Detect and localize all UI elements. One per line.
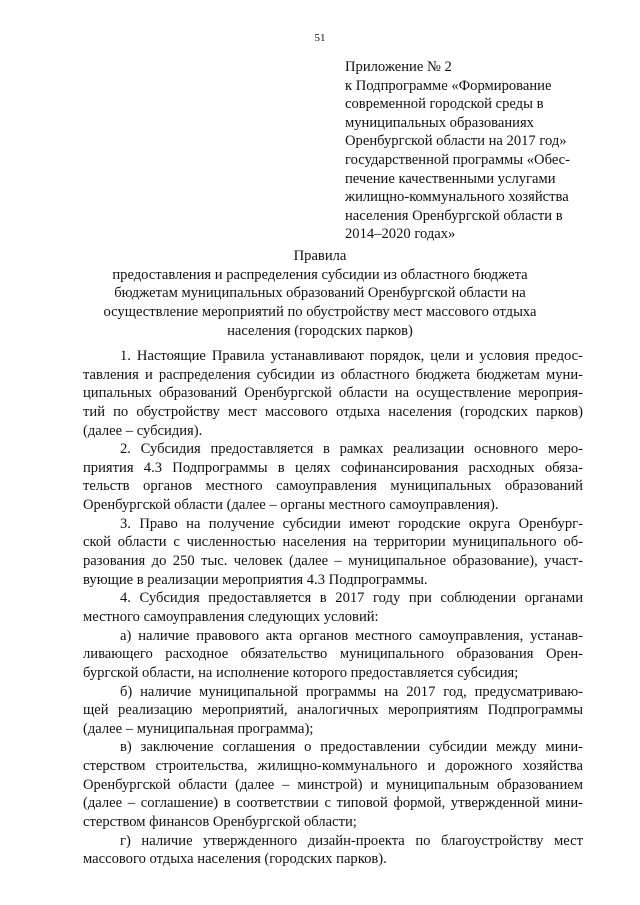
paragraph-line: ской области с численностью населения на территории муниципального об- — [83, 534, 583, 551]
paragraph-line: тий по обустройству мест массового отдыха населения (городских парков) — [83, 403, 583, 420]
paragraph — [83, 738, 583, 831]
paragraph-line: Оренбургской области (далее – органы местного самоуправления). — [83, 497, 499, 514]
paragraph — [83, 440, 583, 515]
paragraph-line: разования до 250 тыс. человек (далее – муниципальное образование), участ- — [83, 553, 583, 570]
appendix-line: государственной программы «Обес- — [345, 151, 570, 168]
paragraph-line: бургской области, на исполнение которого предоставляется субсидия; — [83, 664, 519, 681]
appendix-line: населения Оренбургской области в — [345, 207, 563, 224]
appendix-line: печение качественными услугами — [345, 170, 556, 187]
paragraph-line: тавления и распределения субсидии из областного бюджета бюджетам муни- — [83, 366, 583, 383]
paragraph — [83, 515, 583, 590]
appendix-line: Приложение № 2 — [345, 59, 452, 75]
title-line: бюджетам муниципальных образований Оренбургской области на — [114, 285, 526, 302]
paragraph-line: (далее – субсидия). — [83, 422, 203, 439]
paragraph — [83, 589, 583, 626]
page-number: 51 — [314, 32, 326, 44]
paragraph-line: 4. Субсидия предоставляется в 2017 году при соблюдении органами — [120, 590, 583, 607]
title-line: осуществление мероприятий по обустройству мест массового отдыха — [103, 304, 537, 321]
paragraph-line: ципальных образований Оренбургской области на осуществление мероприя- — [83, 385, 583, 402]
document-title — [0, 247, 640, 341]
document-body — [83, 347, 583, 869]
paragraph-line: приятия 4.3 Подпрограммы в целях софинансирования расходных обяза- — [83, 459, 583, 476]
paragraph — [83, 832, 583, 869]
paragraph — [83, 627, 583, 683]
paragraph-line: массового отдыха населения (городских парков). — [83, 851, 387, 868]
paragraph-line: (далее – соглашение) в соответствии с типовой формой, утвержденной мини- — [83, 795, 583, 812]
appendix-line: муниципальных образованиях — [345, 114, 534, 131]
paragraph-line: г) наличие утвержденного дизайн-проекта по благоустройству мест — [120, 832, 583, 849]
title-heading: Правила — [293, 248, 347, 264]
title-line: предоставления и распределения субсидии из областного бюджета — [112, 266, 528, 283]
paragraph-line: б) наличие муниципальной программы на 2017 год, предусматриваю- — [120, 683, 583, 700]
paragraph-line: а) наличие правового акта органов местного самоуправления, устанав- — [120, 627, 583, 644]
paragraph-line: в) заключение соглашения о предоставлении субсидии между мини- — [120, 739, 583, 756]
appendix-header — [345, 58, 625, 244]
paragraph-line: 3. Право на получение субсидии имеют городские округа Оренбург- — [120, 515, 583, 532]
paragraph-line: стерством финансов Оренбургской области; — [83, 814, 357, 831]
paragraph-line: ливающего расходное обязательство муниципального образования Орен- — [83, 646, 583, 663]
appendix-line: Оренбургской области на 2017 год» — [345, 133, 567, 150]
paragraph-line: щей реализацию мероприятий, аналогичных мероприятиям Подпрограммы — [83, 702, 583, 719]
paragraph — [83, 683, 583, 739]
paragraph-line: тельств органов местного самоуправления муниципальных образований — [83, 478, 583, 495]
title-line: населения (городских парков) — [227, 322, 413, 339]
paragraph-line: местного самоуправления следующих условий: — [83, 608, 379, 625]
paragraph-line: (далее – муниципальная программа); — [83, 720, 314, 737]
appendix-line: 2014–2020 годах» — [345, 226, 456, 243]
appendix-line: жилищно-коммунального хозяйства — [345, 189, 569, 206]
paragraph — [83, 347, 583, 440]
paragraph-line: 1. Настоящие Правила устанавливают порядок, цели и условия предос- — [120, 348, 583, 364]
appendix-line: современной городской среды в — [345, 96, 544, 113]
paragraph-line: Оренбургской области (далее – минстрой) и муниципальным образованием — [83, 776, 583, 793]
paragraph-line: 2. Субсидия предоставляется в рамках реализации основного меро- — [120, 441, 583, 458]
paragraph-line: стерством строительства, жилищно-коммунального и дорожного хозяйства — [83, 758, 583, 775]
appendix-line: к Подпрограмме «Формирование — [345, 77, 552, 94]
paragraph-line: вующие в реализации мероприятия 4.3 Подпрограммы. — [83, 571, 428, 588]
